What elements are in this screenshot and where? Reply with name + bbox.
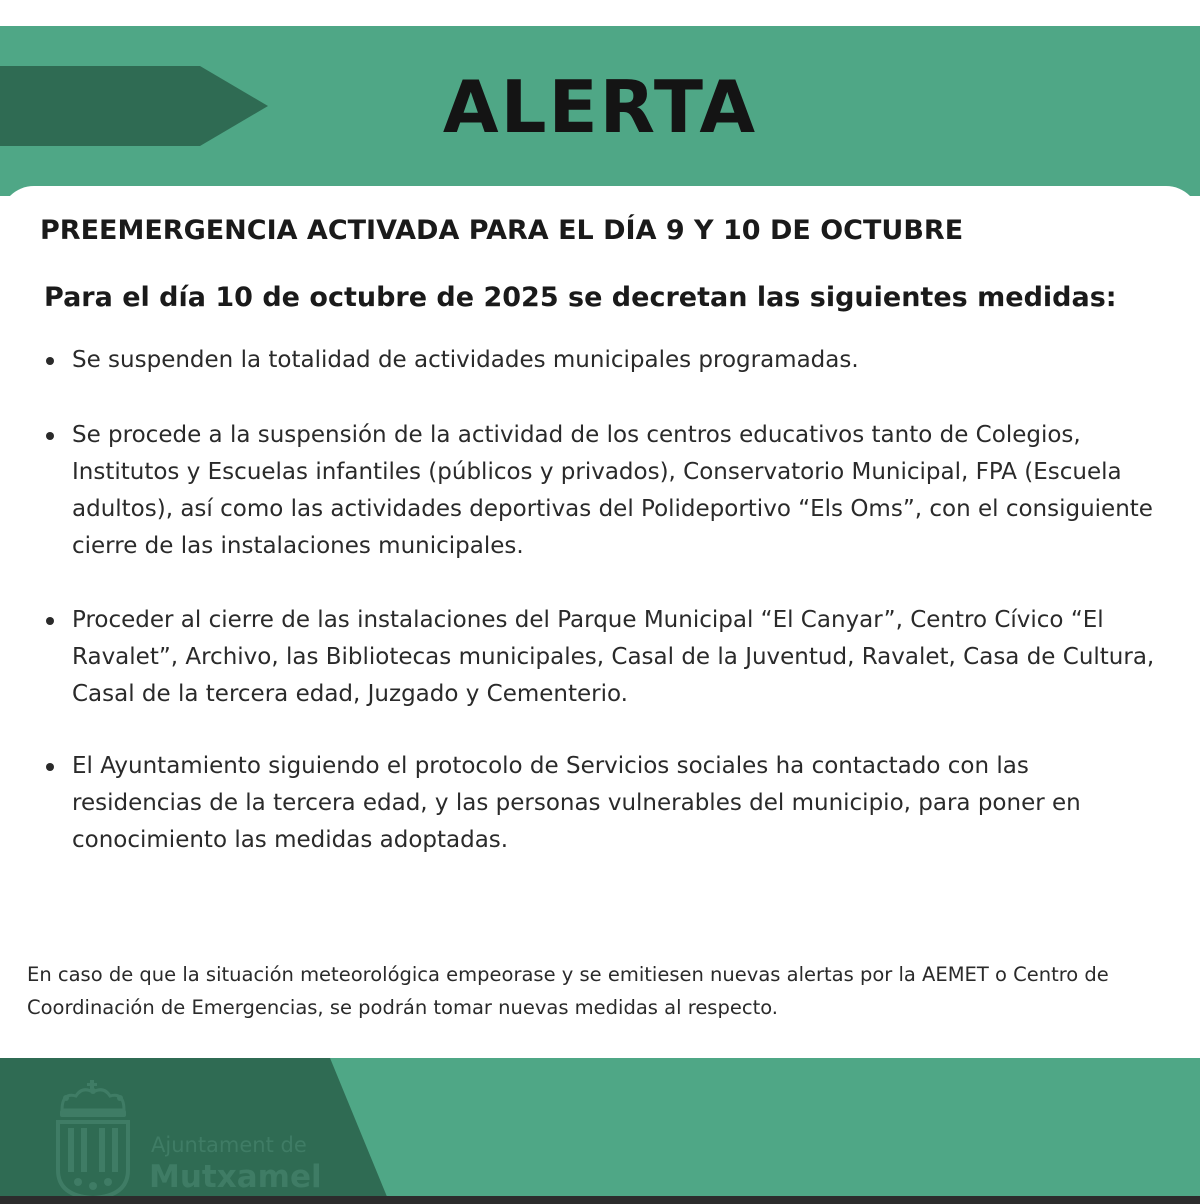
- list-item: [40, 602, 1160, 748]
- measures-list: [40, 342, 1160, 859]
- measure-text: El Ayuntamiento siguiendo el protocolo de Servicios sociales ha contactado con las residencias de la tercera edad, y las personas vulnerables del municipio, para poner en conocimiento las medidas adoptadas.: [72, 753, 1081, 853]
- list-item: [40, 342, 1160, 417]
- measure-text: Se suspenden la totalidad de actividades municipales programadas.: [72, 347, 859, 373]
- bottom-edge: [0, 1196, 1200, 1204]
- measure-text: Proceder al cierre de las instalaciones del Parque Municipal “El Canyar”, Centro Cívico “El Ravalet”, Archivo, las Bibliotecas municipales, Casal de la Juventud, Ravalet, Casa de Cultura, Casal de la tercera edad, Juzgado y Cementerio.: [72, 607, 1155, 707]
- notice-heading: PREEMERGENCIA ACTIVADA PARA EL DÍA 9 Y 10 DE OCTUBRE: [40, 215, 964, 246]
- bullet-icon: [46, 432, 54, 440]
- bullet-icon: [46, 357, 54, 365]
- notice-subheading: Para el día 10 de octubre de 2025 se decretan las siguientes medidas:: [44, 282, 1117, 313]
- municipal-crest-icon: [52, 1078, 134, 1200]
- bullet-icon: [46, 617, 54, 625]
- measure-text: Se procede a la suspensión de la actividad de los centros educativos tanto de Colegios, Institutos y Escuelas infantiles (públicos y privados), Conservatorio Municipal, FPA (Escuela adultos), así como las actividades deportivas del Polideportivo “Els Oms”, con el consiguiente cierre de las instalaciones municipales.: [72, 422, 1153, 559]
- logo-text-line2: Mutxamel: [149, 1159, 322, 1195]
- bullet-icon: [46, 763, 54, 771]
- footnote: En caso de que la situación meteorológica empeorase y se emitiesen nuevas alertas por la AEMET o Centro de Coordinación de Emergencias, se podrán tomar nuevas medidas al respecto.: [27, 963, 1109, 1019]
- page-title: ALERTA: [442, 65, 758, 149]
- list-item: [40, 748, 1160, 859]
- logo-text-line1: Ajuntament de: [151, 1133, 307, 1157]
- list-item: [40, 417, 1160, 602]
- top-margin: [0, 0, 1200, 26]
